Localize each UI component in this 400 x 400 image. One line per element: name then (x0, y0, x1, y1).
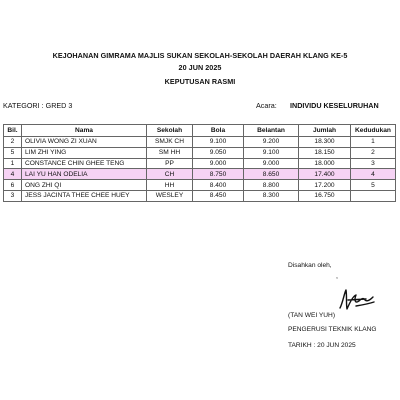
cell-bil: 5 (4, 147, 22, 158)
cell-sekolah: WESLEY (147, 190, 193, 201)
cell-kedudukan: 1 (351, 137, 396, 148)
cell-belantan: 8.650 (244, 169, 299, 180)
cell-nama: LIM ZHI YING (22, 147, 147, 158)
cell-belantan: 8.300 (244, 190, 299, 201)
column-header-sekolah: Sekolah (147, 125, 193, 137)
cell-jumlah: 17.400 (299, 169, 351, 180)
cell-bil: 4 (4, 169, 22, 180)
category-label: KATEGORI : GRED 3 (3, 101, 73, 110)
cell-jumlah: 16.750 (299, 190, 351, 201)
table-row (4, 158, 396, 169)
table-header-row (4, 125, 396, 137)
event-value: INDIVIDU KESELURUHAN (290, 101, 379, 110)
cell-sekolah: PP (147, 158, 193, 169)
cell-bola: 9.050 (193, 147, 244, 158)
cell-kedudukan: 4 (351, 169, 396, 180)
cell-bola: 9.000 (193, 158, 244, 169)
cell-bil: 3 (4, 190, 22, 201)
table-row-highlighted (4, 169, 396, 180)
column-header-bil: Bil. (4, 125, 22, 137)
signatory-role: PENGERUSI TEKNIK KLANG (288, 326, 377, 333)
cell-jumlah: 17.200 (299, 180, 351, 191)
cell-nama: LAI YU HAN ODELIA (22, 169, 147, 180)
table-row (4, 147, 396, 158)
signature-comma: , (336, 273, 338, 280)
title-line: KEJOHANAN GIMRAMA MAJLIS SUKAN SEKOLAH-SEKOLAH DAERAH KLANG KE-5 (52, 51, 348, 60)
cell-bola: 9.100 (193, 137, 244, 148)
cell-sekolah: SM HH (147, 147, 193, 158)
cell-bola: 8.450 (193, 190, 244, 201)
cell-nama: CONSTANCE CHIN GHEE TENG (22, 158, 147, 169)
cell-belantan: 8.800 (244, 180, 299, 191)
column-header-nama: Nama (22, 125, 147, 137)
cell-kedudukan: 2 (351, 147, 396, 158)
table-row (4, 190, 396, 201)
column-header-kedudukan: Kedudukan (351, 125, 396, 137)
cell-bil: 2 (4, 137, 22, 148)
column-header-jumlah: Jumlah (299, 125, 351, 137)
handwritten-signature (334, 282, 378, 312)
event-date: 20 JUN 2025 (178, 63, 222, 72)
cell-belantan: 9.000 (244, 158, 299, 169)
signatory-name: (TAN WEI YUH) (288, 312, 336, 319)
event-label: Acara: (256, 101, 277, 110)
cell-bola: 8.400 (193, 180, 244, 191)
column-header-belantan: Belantan (244, 125, 299, 137)
cell-nama: ONG ZHI QI (22, 180, 147, 191)
table-row (4, 180, 396, 191)
cell-belantan: 9.100 (244, 147, 299, 158)
cell-belantan: 9.200 (244, 137, 299, 148)
cell-nama: JESS JACINTA THEE CHEE HUEY (22, 190, 147, 201)
table-row (4, 137, 396, 148)
column-header-bola: Bola (193, 125, 244, 137)
cell-kedudukan: 5 (351, 180, 396, 191)
signature-date: TARIKH : 20 JUN 2025 (288, 342, 356, 349)
cell-sekolah: CH (147, 169, 193, 180)
results-table (3, 124, 396, 202)
cell-jumlah: 18.300 (299, 137, 351, 148)
cell-bil: 6 (4, 180, 22, 191)
cell-kedudukan (351, 190, 396, 201)
cell-jumlah: 18.000 (299, 158, 351, 169)
cell-sekolah: HH (147, 180, 193, 191)
approved-by-label: Disahkan oleh, (288, 262, 332, 269)
results-heading: KEPUTUSAN RASMI (164, 77, 236, 86)
cell-jumlah: 18.150 (299, 147, 351, 158)
cell-bil: 1 (4, 158, 22, 169)
cell-sekolah: SMJK CH (147, 137, 193, 148)
cell-kedudukan: 3 (351, 158, 396, 169)
cell-nama: OLIVIA WONG ZI XUAN (22, 137, 147, 148)
cell-bola: 8.750 (193, 169, 244, 180)
